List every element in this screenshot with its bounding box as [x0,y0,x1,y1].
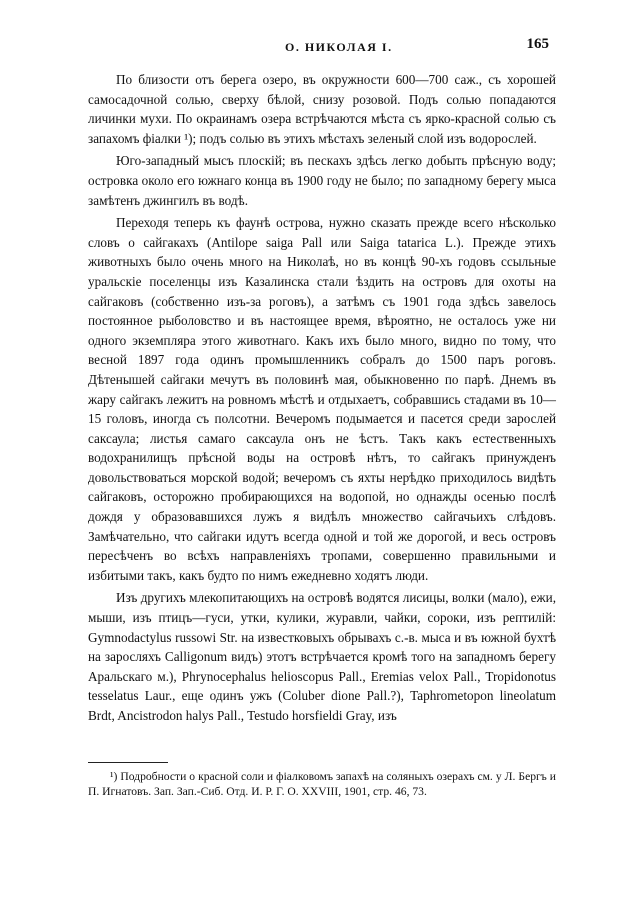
paragraph-saiga-fauna: Переходя теперь къ фаунѣ острова, нужно сказать прежде всего нѣсколько словъ о сайгакахъ (Antilope saiga Pall или Saiga tatarica L.). Прежде этихъ животныхъ было очень много на Николаѣ, но въ концѣ 90-хъ годовъ ссыльные уральскіе поселенцы изъ Казалинска стали ѣздить на островъ для охоты на сайгаковъ (собственно изъ-за роговъ), а затѣмъ съ 1901 года здѣсь завелось постоянное рыболовство и въ настоящее время, вѣроятно, не осталось уже ни одного экземпляра этого животнаго. Какъ ихъ было много, видно по тому, что весной 1897 года одинъ промышленникъ собралъ до 1500 паръ роговъ. Дѣтенышей сайгаки мечутъ въ половинѣ мая, обыкновенно по парѣ. Днемъ въ жару сайгакъ лежитъ на ровномъ мѣстѣ и отдыхаетъ, собравшись стадами въ 10—15 головъ, иногда съ полсотни. Вечеромъ подымается и пасется среди зарослей саксаула; листья самаго саксаула онъ не ѣстъ. Такъ какъ естественныхъ водохранилищъ прѣсной воды на островѣ нѣтъ, то сайгакъ принужденъ довольствоваться морской водой; вечеромъ съ яхты нерѣдко приходилось видѣть сайгаковъ, осторожно пробирающихся на водопой, но однажды осенью послѣ дождя у образовавшихся лужъ я видѣлъ множество сайгачьихъ слѣдовъ. Замѣчательно, что сайгаки идутъ всегда одной и той же дорогой, и весь островъ пересѣченъ во всѣхъ направленіяхъ тропами, совершенно правильными и избитыми такъ, какъ будто по нимъ ежедневно ходятъ люди. [88,215,556,583]
paragraph-southwest-cape: Юго-западный мысъ плоскій; въ пескахъ здѣсь легко добыть прѣсную воду; островка около его южнаго конца въ 1900 году не было; по западному берегу мыса замѣтенъ джингилъ въ водѣ. [88,153,556,208]
footnote-text: ¹) Подробности о красной соли и фіалковомъ запахѣ на соляныхъ озерахъ см. у Л. Бергъ и П. Игнатовъ. Зап. Зап.-Сиб. Отд. И. Р. Г. О. XXVIII, 1901, стр. 46, 73. [88,770,556,798]
paragraph-salt-lake: По близости отъ берега озеро, въ окружности 600—700 саж., съ хорошей самосадочной солью, сверху бѣлой, снизу розовой. Подъ солью попадаются личинки мухи. По окраинамъ озера встрѣчаются мѣста съ ярко-красной солью съ запахомъ фіалки ¹); подъ солью въ этихъ мѣстахъ зеленый слой изъ водорослей. [88,72,556,146]
body-text [88,70,556,726]
paragraph-other-mammals: Изъ другихъ млекопитающихъ на островѣ водятся лисицы, волки (мало), ежи, мыши, изъ птицъ—гуси, утки, кулики, журавли, чайки, сороки, изъ рептилій: Gymnodactylus russowi Str. на известковыхъ обрывахъ с.-в. мыса и въ южной бухтѣ на заросляхъ Calligonum видъ) этотъ встрѣчается кромѣ того на западномъ берегу Аральскаго м.), Phrynocephalus helioscopus Pall., Eremias velox Pall., Tropidonotus tesselatus Laur., еще одинъ ужъ (Coluber dione Pall.?), Taphrometopon lineolatum Brdt, Ancistrodon halys Pall., Testudo horsfieldi Gray, изъ [88,590,556,723]
running-title: О. НИКОЛАЯ I. [285,40,393,54]
footnote-divider [88,762,168,763]
page-number: 165 [526,36,549,52]
